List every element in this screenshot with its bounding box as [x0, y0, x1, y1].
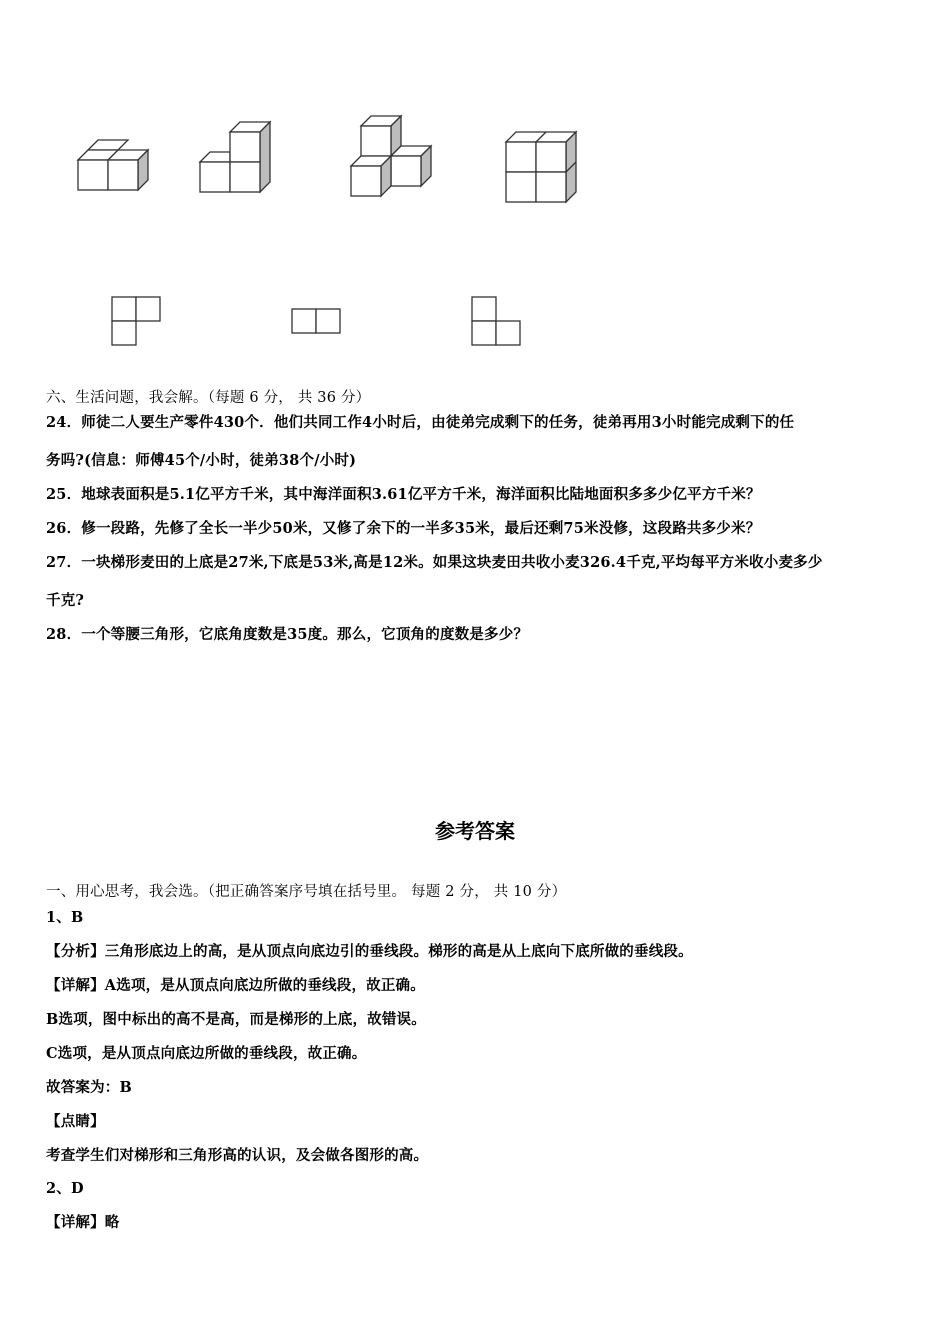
answer-1-analysis: 【分析】三角形底边上的高，是从顶点向底边引的垂线段。梯形的高是从上底向下底所做的垂线段。 — [46, 943, 693, 960]
question-27-line-2: 千克? — [46, 592, 85, 609]
section-6-heading: 六、生活问题，我会解。（每题 6 分， 共 36 分） — [46, 390, 371, 406]
cube-figures — [0, 100, 950, 360]
answer-2-label: 2、D — [46, 1180, 84, 1197]
question-28: 28．一个等腰三角形，它底角度数是35度。那么，它顶角的度数是多少？ — [46, 626, 529, 643]
answer-1-option-b: B选项，图中标出的高不是高，而是梯形的上底，故错误。 — [46, 1011, 426, 1028]
answer-1-detail: 【详解】A选项，是从顶点向底边所做的垂线段，故正确。 — [46, 977, 425, 994]
view-figure-1 — [110, 295, 170, 350]
question-26: 26．修一段路，先修了全长一半少50米，又修了余下的一半多35米，最后还剩75米没修，这段路共多少米？ — [46, 520, 761, 537]
answer-1-label: 1、B — [46, 909, 84, 926]
answer-1-conclusion: 故答案为：B — [46, 1079, 132, 1096]
question-27-line-1: 27．一块梯形麦田的上底是27米,下底是53米,高是12米。如果这块麦田共收小麦326.4千克,平均每平方米收小麦多少 — [46, 554, 823, 571]
view-figure-2 — [290, 307, 350, 337]
view-figure-3 — [470, 295, 530, 350]
question-24-line-2: 务吗?(信息：师傅45个/小时，徒弟38个/小时) — [46, 452, 357, 469]
cube-figure-1 — [70, 130, 160, 200]
answers-title: 参考答案 — [435, 819, 515, 843]
cube-figure-2 — [192, 118, 282, 208]
cube-figure-4 — [498, 122, 588, 212]
answer-1-option-c: C选项，是从顶点向底边所做的垂线段，故正确。 — [46, 1045, 367, 1062]
answer-1-note: 考查学生们对梯形和三角形高的认识，及会做各图形的高。 — [46, 1147, 429, 1164]
cube-figure-3 — [343, 108, 443, 208]
answer-1-note-label: 【点睛】 — [46, 1113, 105, 1130]
question-25: 25．地球表面积是5.1亿平方千米，其中海洋面积3.61亿平方千米，海洋面积比陆地面积多多少亿平方千米？ — [46, 486, 761, 503]
answers-section-1-heading: 一、用心思考，我会选。（把正确答案序号填在括号里。 每题 2 分， 共 10 分） — [46, 884, 567, 900]
question-24-line-1: 24．师徒二人要生产零件430个．他们共同工作4小时后，由徒弟完成剩下的任务，徒弟再用3小时能完成剩下的任 — [46, 414, 795, 431]
answer-2-detail: 【详解】略 — [46, 1214, 120, 1231]
